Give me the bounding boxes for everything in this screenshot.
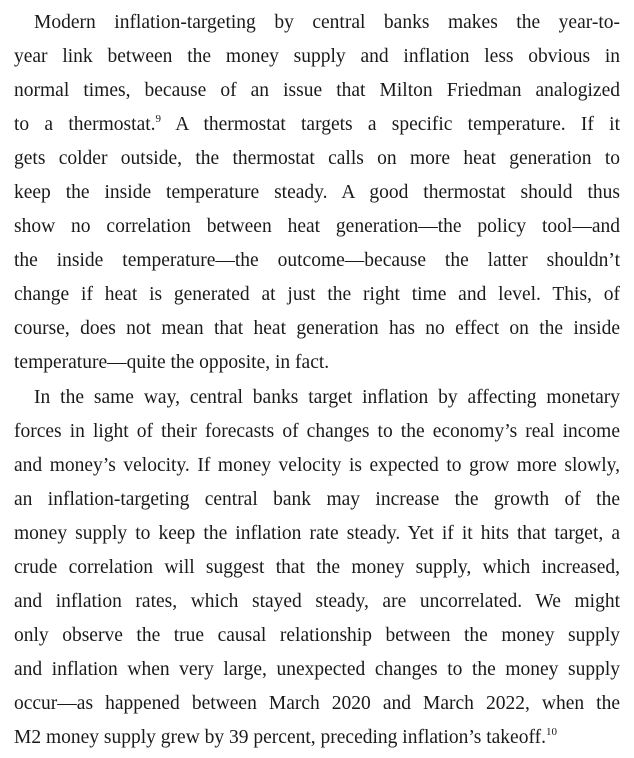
text-segment: M2 money supply grew by 39 percent, preceding inflation’s takeoff. <box>14 727 546 748</box>
text-line: the inside temperature—the outcome—because the latter shouldn’t <box>14 250 620 271</box>
text-line: In the same way, central banks target inflation by affecting monetary <box>34 387 620 408</box>
text-line: money supply to keep the inflation rate steady. Yet if it hits that target, a <box>14 523 620 544</box>
text-line: show no correlation between heat generation—the policy tool—and <box>14 216 620 237</box>
text-segment: A thermostat targets a specific temperature. If it <box>161 114 620 135</box>
text-line: normal times, because of an issue that Milton Friedman analogized <box>14 80 620 101</box>
text-line: change if heat is generated at just the right time and level. This, of <box>14 284 620 305</box>
text-line: crude correlation will suggest that the money supply, which increased, <box>14 557 620 578</box>
text-line: Modern inflation-targeting by central banks makes the year-to- <box>34 12 620 33</box>
text-line: occur—as happened between March 2020 and March 2022, when the <box>14 693 620 714</box>
text-line: course, does not mean that heat generation has no effect on the inside <box>14 318 620 339</box>
text-line: gets colder outside, the thermostat calls on more heat generation to <box>14 148 620 169</box>
text-line: year link between the money supply and inflation less obvious in <box>14 46 620 67</box>
text-line: and inflation when very large, unexpected changes to the money supply <box>14 659 620 680</box>
text-line: keep the inside temperature steady. A good thermostat should thus <box>14 182 620 203</box>
text-line-with-footnote <box>14 721 620 755</box>
footnote-ref-9[interactable]: 9 <box>155 113 162 125</box>
text-line-with-footnote <box>14 108 620 142</box>
footnote-ref-10[interactable]: 10 <box>545 726 557 738</box>
text-line: and inflation rates, which stayed steady, are uncorrelated. We might <box>14 591 620 612</box>
text-line: forces in light of their forecasts of changes to the economy’s real income <box>14 421 620 442</box>
text-line: temperature—quite the opposite, in fact. <box>14 352 330 373</box>
text-line: and money’s velocity. If money velocity is expected to grow more slowly, <box>14 455 620 476</box>
text-line: only observe the true causal relationship between the money supply <box>14 625 620 646</box>
text-segment: to a thermostat. <box>14 114 156 135</box>
text-line: an inflation-targeting central bank may increase the growth of the <box>14 489 620 510</box>
